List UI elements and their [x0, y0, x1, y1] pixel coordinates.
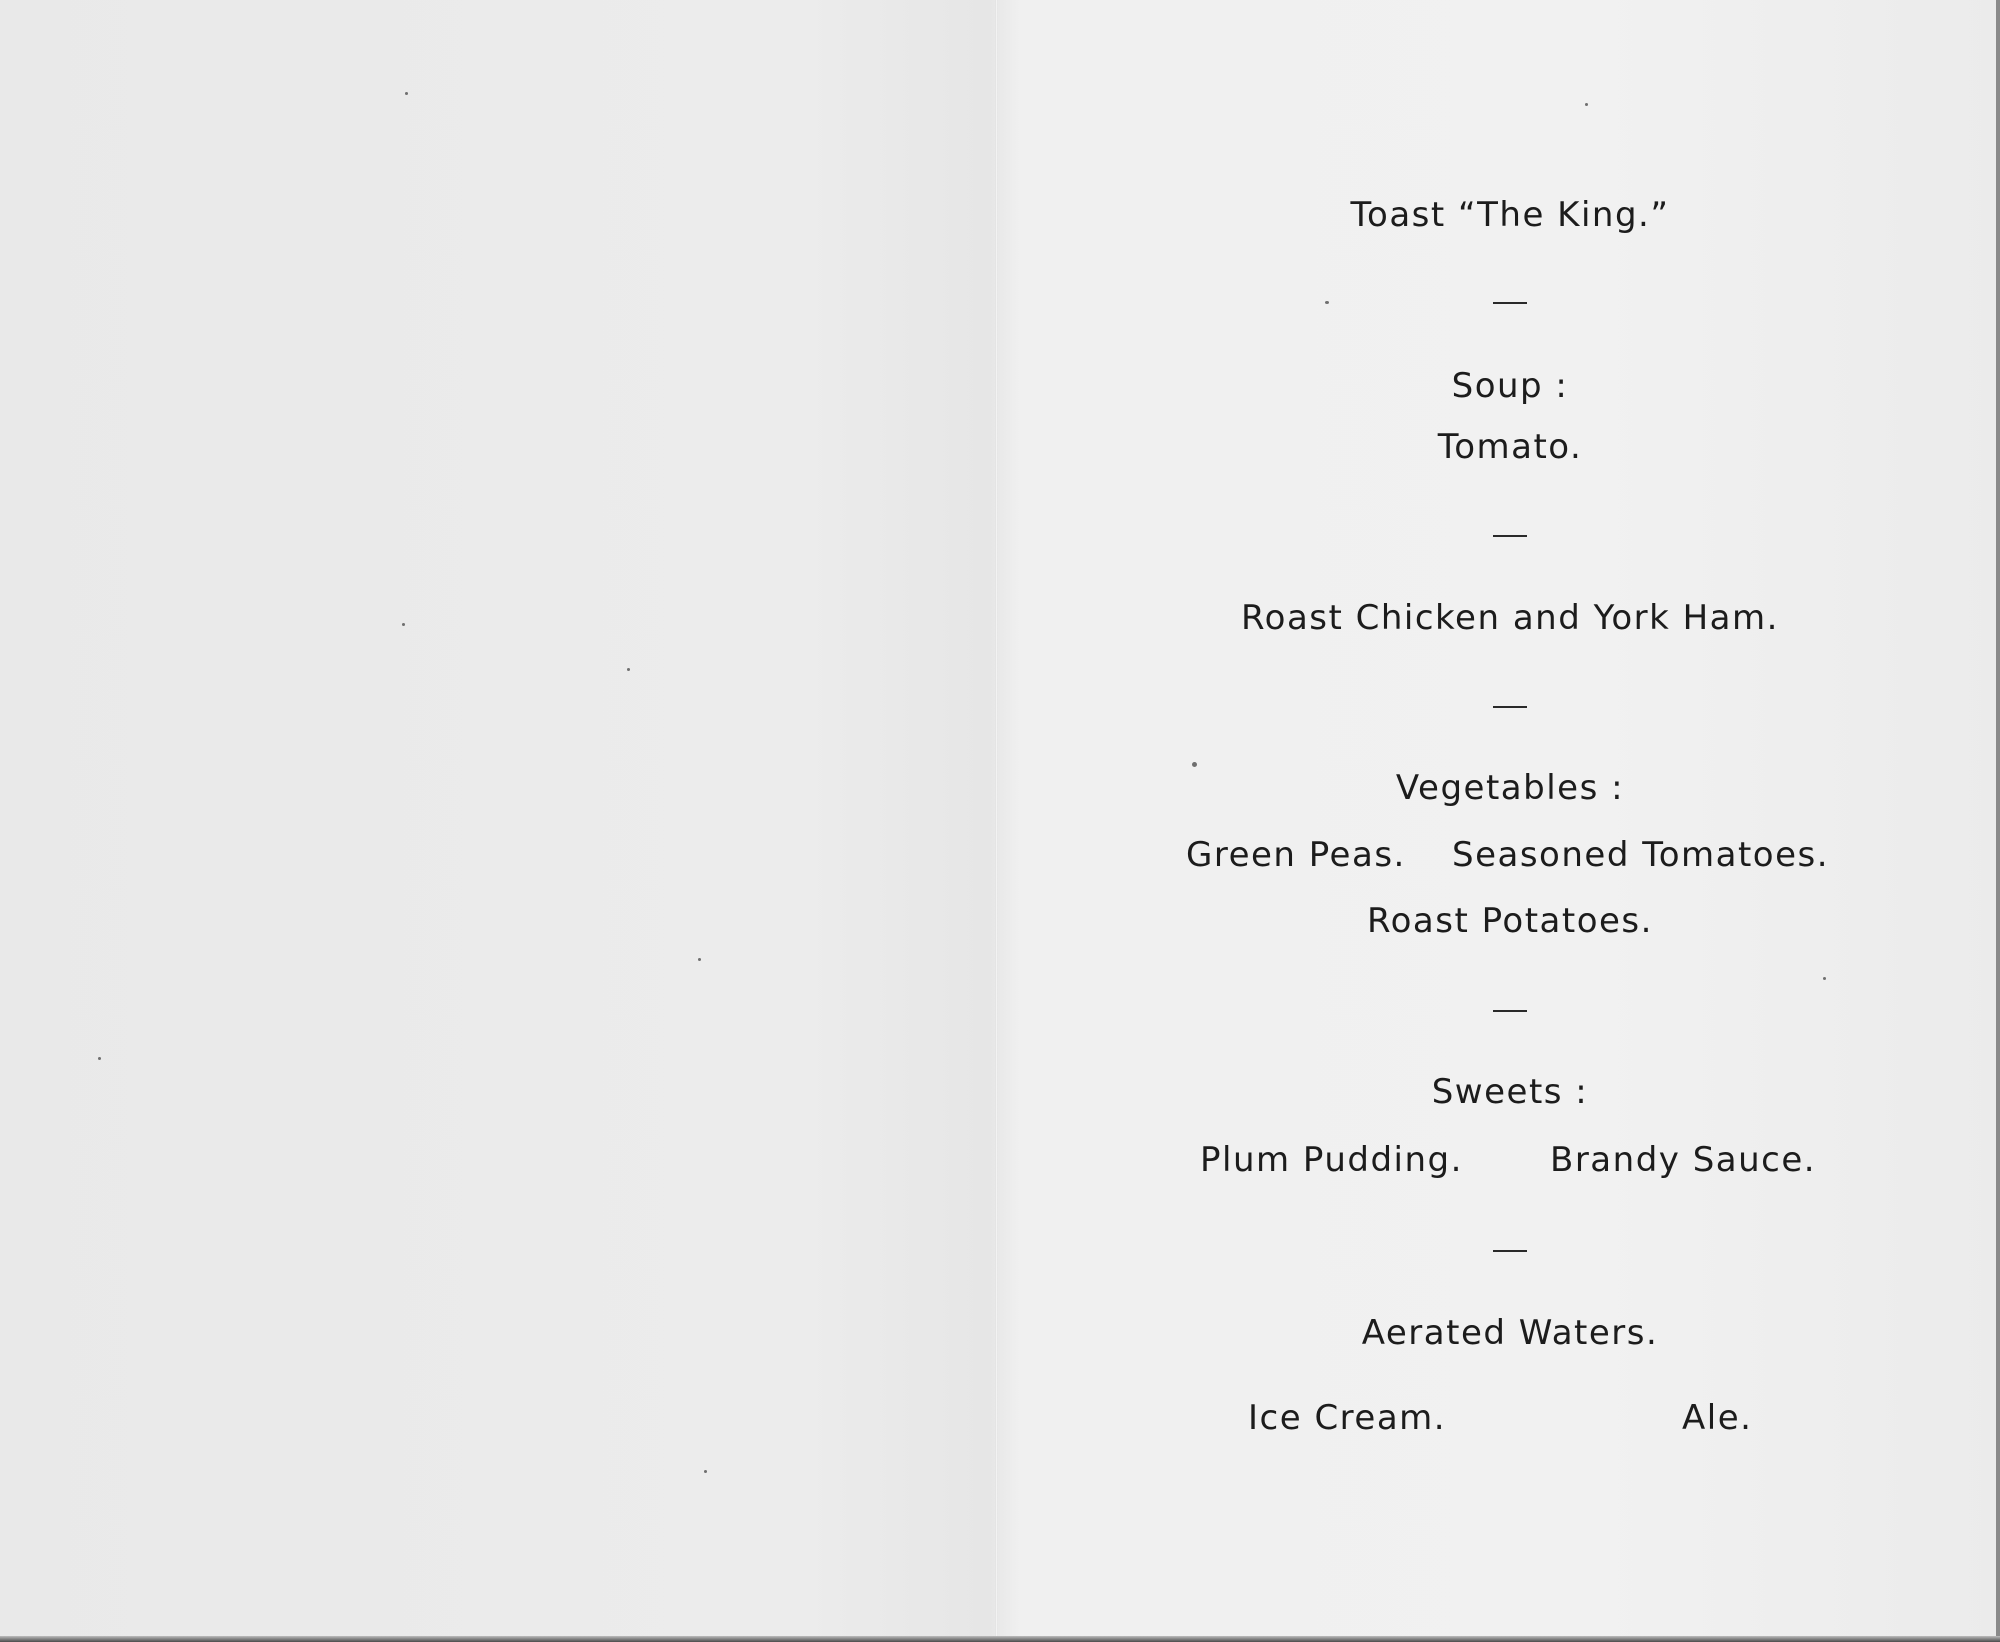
sweets-item: Plum Pudding.	[1200, 1140, 1463, 1180]
vegetables-row	[1160, 833, 1860, 877]
blank-left-page	[0, 0, 995, 1642]
section-divider	[1493, 1250, 1527, 1252]
main-course: Roast Chicken and York Ham.	[1241, 598, 1779, 638]
section-divider	[1493, 1010, 1527, 1012]
card-edge-right	[1996, 0, 2000, 1642]
section-divider	[1493, 302, 1527, 304]
paper-speck	[405, 92, 408, 95]
drinks-line: Aerated Waters.	[1361, 1313, 1659, 1353]
paper-speck	[402, 623, 405, 626]
vegetables-item: Seasoned Tomatoes.	[1452, 835, 1830, 875]
menu-page	[1160, 0, 1860, 1642]
paper-speck	[704, 1470, 707, 1473]
paper-speck	[98, 1057, 101, 1060]
soup-heading: Soup :	[1451, 366, 1569, 406]
final-row	[1160, 1396, 1860, 1440]
toast-line: Toast “The King.”	[1350, 195, 1670, 235]
section-divider	[1493, 535, 1527, 537]
vegetables-item: Roast Potatoes.	[1367, 901, 1653, 941]
paper-speck	[627, 668, 630, 671]
sweets-heading: Sweets :	[1431, 1072, 1589, 1112]
vegetables-item: Green Peas.	[1186, 835, 1406, 875]
paper-speck	[698, 958, 701, 961]
vegetables-heading: Vegetables :	[1395, 768, 1625, 808]
section-divider	[1493, 706, 1527, 708]
ale-item: Ale.	[1682, 1398, 1753, 1438]
sweets-row	[1160, 1138, 1860, 1182]
sweets-item: Brandy Sauce.	[1550, 1140, 1817, 1180]
dessert-item: Ice Cream.	[1248, 1398, 1447, 1438]
soup-item: Tomato.	[1437, 427, 1583, 467]
fold-crease	[995, 0, 998, 1642]
